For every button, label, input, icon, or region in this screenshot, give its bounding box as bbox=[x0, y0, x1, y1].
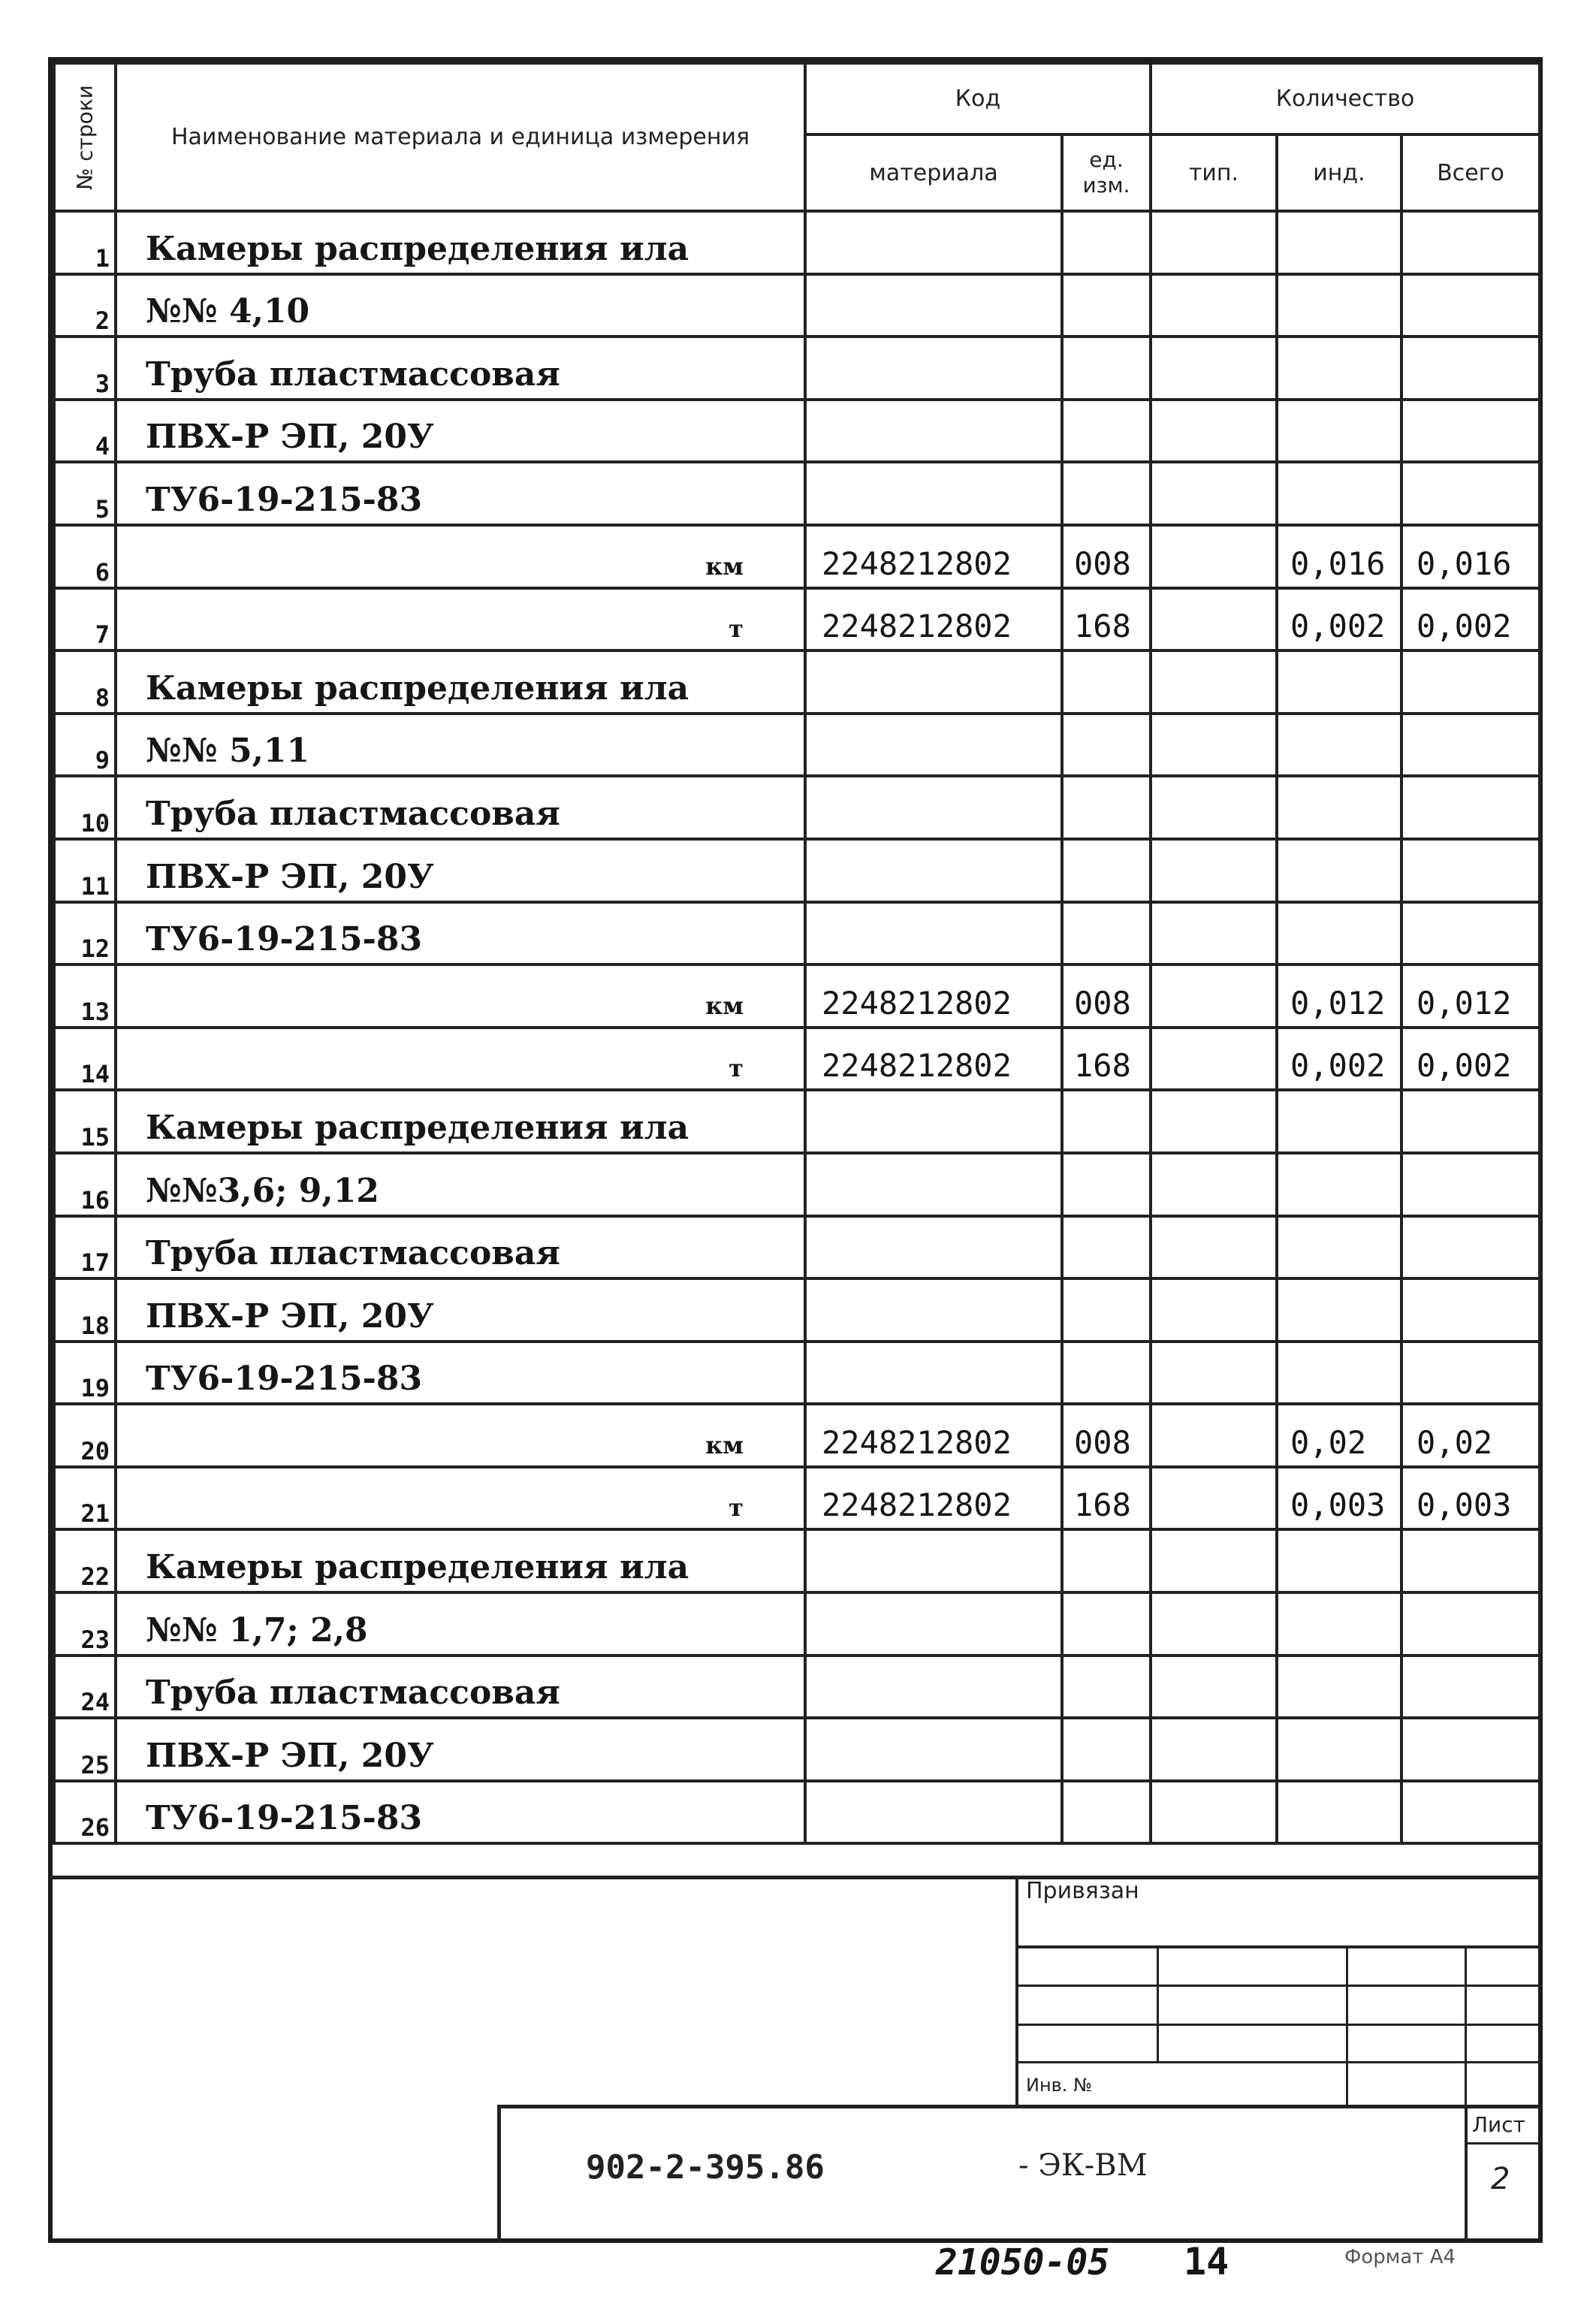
total-quantity bbox=[1401, 1342, 1540, 1405]
individual-quantity: 0,02 bbox=[1277, 1404, 1401, 1467]
individual-quantity bbox=[1277, 1090, 1401, 1153]
material-name bbox=[116, 274, 805, 337]
unit-code bbox=[1062, 1529, 1151, 1592]
unit-code: 168 bbox=[1062, 1467, 1151, 1530]
row-number: 14 bbox=[54, 1028, 116, 1091]
unit-of-measure: км bbox=[705, 991, 744, 1020]
linked-box-left bbox=[1015, 1876, 1018, 2105]
total-quantity bbox=[1401, 1656, 1540, 1719]
table-row bbox=[54, 902, 1540, 965]
material-code bbox=[805, 1216, 1062, 1279]
individual-quantity bbox=[1277, 902, 1401, 965]
unit-code: 168 bbox=[1062, 1028, 1151, 1091]
individual-quantity bbox=[1277, 650, 1401, 714]
unit-code bbox=[1062, 1656, 1151, 1719]
total-quantity: 0,012 bbox=[1401, 964, 1540, 1028]
table-row bbox=[54, 776, 1540, 839]
row-number: 21 bbox=[54, 1467, 116, 1530]
material-code: 2248212802 bbox=[805, 525, 1062, 588]
total-quantity bbox=[1401, 1216, 1540, 1279]
typical-quantity bbox=[1151, 902, 1277, 965]
total-quantity: 0,02 bbox=[1401, 1404, 1540, 1467]
row-number: 25 bbox=[54, 1718, 116, 1781]
total-quantity bbox=[1401, 1592, 1540, 1656]
row-number: 23 bbox=[54, 1592, 116, 1656]
total-quantity bbox=[1401, 776, 1540, 839]
unit-code bbox=[1062, 1153, 1151, 1216]
table-row bbox=[54, 839, 1540, 902]
material-name-text: №№3,6; 9,12 bbox=[146, 1171, 379, 1210]
unit-of-measure: т bbox=[729, 1493, 744, 1523]
typical-quantity bbox=[1151, 1718, 1277, 1781]
material-code: 2248212802 bbox=[805, 588, 1062, 651]
table-row bbox=[54, 1090, 1540, 1153]
total-quantity bbox=[1401, 1278, 1540, 1342]
material-code bbox=[805, 274, 1062, 337]
material-name bbox=[116, 650, 805, 714]
material-name bbox=[116, 1216, 805, 1279]
table-row bbox=[54, 1656, 1540, 1719]
individual-quantity bbox=[1277, 274, 1401, 337]
table-row bbox=[54, 714, 1540, 777]
material-name bbox=[116, 337, 805, 400]
table-row bbox=[54, 525, 1540, 588]
header-unit-code: ед. изм. bbox=[1062, 134, 1151, 211]
material-name-text: ПВХ-Р ЭП, 20У bbox=[146, 418, 434, 457]
row-number: 22 bbox=[54, 1529, 116, 1592]
table-row bbox=[54, 1467, 1540, 1530]
material-name-text: ТУ6-19-215-83 bbox=[146, 1360, 423, 1399]
table-row bbox=[54, 1216, 1540, 1279]
linked-line-2 bbox=[1015, 1985, 1543, 1987]
material-code bbox=[805, 1656, 1062, 1719]
typical-quantity bbox=[1151, 211, 1277, 274]
header-total: Всего bbox=[1401, 134, 1540, 211]
material-name-text: Камеры распределения ила bbox=[146, 669, 689, 708]
linked-vline-3 bbox=[1465, 1947, 1467, 2105]
row-number: 3 bbox=[54, 337, 116, 400]
material-name bbox=[116, 1467, 805, 1530]
typical-quantity bbox=[1151, 650, 1277, 714]
material-name-text: №№ 4,10 bbox=[146, 292, 310, 331]
material-code bbox=[805, 1718, 1062, 1781]
total-quantity bbox=[1401, 1781, 1540, 1844]
individual-quantity bbox=[1277, 1278, 1401, 1342]
typical-quantity bbox=[1151, 1278, 1277, 1342]
table-row bbox=[54, 274, 1540, 337]
table-row bbox=[54, 400, 1540, 463]
total-quantity: 0,002 bbox=[1401, 1028, 1540, 1091]
individual-quantity: 0,002 bbox=[1277, 1028, 1401, 1091]
total-quantity: 0,016 bbox=[1401, 525, 1540, 588]
material-code: 2248212802 bbox=[805, 1467, 1062, 1530]
typical-quantity bbox=[1151, 839, 1277, 902]
typical-quantity bbox=[1151, 1153, 1277, 1216]
row-number: 2 bbox=[54, 274, 116, 337]
unit-code: 168 bbox=[1062, 588, 1151, 651]
individual-quantity bbox=[1277, 1656, 1401, 1719]
row-number: 9 bbox=[54, 714, 116, 777]
typical-quantity bbox=[1151, 462, 1277, 525]
row-number: 4 bbox=[54, 400, 116, 463]
typical-quantity bbox=[1151, 964, 1277, 1028]
typical-quantity bbox=[1151, 274, 1277, 337]
individual-quantity: 0,016 bbox=[1277, 525, 1401, 588]
total-quantity bbox=[1401, 1529, 1540, 1592]
typical-quantity bbox=[1151, 1592, 1277, 1656]
row-number: 16 bbox=[54, 1153, 116, 1216]
total-quantity bbox=[1401, 1090, 1540, 1153]
header-row-number: № строки bbox=[54, 63, 116, 211]
table-row bbox=[54, 337, 1540, 400]
document-code: 902-2-395.86 bbox=[586, 2148, 825, 2187]
total-quantity: 0,002 bbox=[1401, 588, 1540, 651]
row-number: 18 bbox=[54, 1278, 116, 1342]
unit-code: 008 bbox=[1062, 1404, 1151, 1467]
paper-format: Формат А4 bbox=[1344, 2246, 1456, 2268]
material-name-text: ПВХ-Р ЭП, 20У bbox=[146, 1736, 434, 1775]
header-individual: инд. bbox=[1277, 134, 1401, 211]
material-code bbox=[805, 1529, 1062, 1592]
individual-quantity bbox=[1277, 400, 1401, 463]
typical-quantity bbox=[1151, 588, 1277, 651]
typical-quantity bbox=[1151, 1404, 1277, 1467]
individual-quantity bbox=[1277, 1342, 1401, 1405]
materials-table bbox=[53, 62, 1541, 1845]
individual-quantity: 0,002 bbox=[1277, 588, 1401, 651]
individual-quantity bbox=[1277, 1216, 1401, 1279]
stamp-box-top bbox=[499, 2105, 1543, 2108]
material-name-text: Камеры распределения ила bbox=[146, 1108, 689, 1147]
linked-vline-2 bbox=[1346, 1947, 1348, 2105]
material-name-text: Камеры распределения ила bbox=[146, 229, 689, 268]
total-quantity bbox=[1401, 274, 1540, 337]
typical-quantity bbox=[1151, 1781, 1277, 1844]
individual-quantity bbox=[1277, 211, 1401, 274]
header-code-group: Код bbox=[805, 63, 1151, 134]
linked-line-4 bbox=[1015, 2061, 1543, 2063]
material-name bbox=[116, 525, 805, 588]
material-name-text: Труба пластмассовая bbox=[146, 1234, 560, 1273]
material-name-text: Труба пластмассовая bbox=[146, 794, 560, 833]
unit-code bbox=[1062, 1781, 1151, 1844]
material-code: 2248212802 bbox=[805, 1404, 1062, 1467]
table-row bbox=[54, 1781, 1540, 1844]
typical-quantity bbox=[1151, 1529, 1277, 1592]
typical-quantity bbox=[1151, 1342, 1277, 1405]
typical-quantity bbox=[1151, 337, 1277, 400]
table-row bbox=[54, 1153, 1540, 1216]
individual-quantity bbox=[1277, 839, 1401, 902]
material-name-text: ПВХ-Р ЭП, 20У bbox=[146, 1296, 434, 1336]
total-quantity bbox=[1401, 714, 1540, 777]
total-quantity bbox=[1401, 650, 1540, 714]
linked-line-3 bbox=[1015, 2024, 1543, 2026]
table-row bbox=[54, 1404, 1540, 1467]
total-quantity bbox=[1401, 1718, 1540, 1781]
material-code: 2248212802 bbox=[805, 964, 1062, 1028]
material-name-text: Камеры распределения ила bbox=[146, 1548, 689, 1587]
table-row bbox=[54, 211, 1540, 274]
row-number: 5 bbox=[54, 462, 116, 525]
handwritten-mark: 14 bbox=[1184, 2240, 1229, 2283]
material-name bbox=[116, 1028, 805, 1091]
material-name bbox=[116, 902, 805, 965]
material-name bbox=[116, 1781, 805, 1844]
table-row bbox=[54, 1718, 1540, 1781]
material-code bbox=[805, 400, 1062, 463]
typical-quantity bbox=[1151, 1467, 1277, 1530]
unit-code bbox=[1062, 462, 1151, 525]
unit-code bbox=[1062, 1718, 1151, 1781]
row-number: 24 bbox=[54, 1656, 116, 1719]
material-name bbox=[116, 776, 805, 839]
material-code bbox=[805, 714, 1062, 777]
unit-code: 008 bbox=[1062, 964, 1151, 1028]
material-name-text: №№ 1,7; 2,8 bbox=[146, 1610, 368, 1650]
material-name bbox=[116, 1529, 805, 1592]
stamp-box-left bbox=[497, 2105, 501, 2243]
typical-quantity bbox=[1151, 400, 1277, 463]
unit-code bbox=[1062, 714, 1151, 777]
material-name bbox=[116, 1278, 805, 1342]
individual-quantity bbox=[1277, 714, 1401, 777]
individual-quantity bbox=[1277, 1153, 1401, 1216]
row-number: 26 bbox=[54, 1781, 116, 1844]
unit-code bbox=[1062, 400, 1151, 463]
material-name bbox=[116, 588, 805, 651]
material-code bbox=[805, 211, 1062, 274]
total-quantity: 0,003 bbox=[1401, 1467, 1540, 1530]
row-number: 12 bbox=[54, 902, 116, 965]
material-code bbox=[805, 1153, 1062, 1216]
total-quantity bbox=[1401, 211, 1540, 274]
material-code bbox=[805, 1781, 1062, 1844]
table-row bbox=[54, 1342, 1540, 1405]
individual-quantity bbox=[1277, 462, 1401, 525]
unit-code bbox=[1062, 1592, 1151, 1656]
header-quantity-group: Количество bbox=[1151, 63, 1540, 134]
material-name bbox=[116, 1592, 805, 1656]
table-row bbox=[54, 1529, 1540, 1592]
material-name-text: ТУ6-19-215-83 bbox=[146, 920, 423, 959]
material-code bbox=[805, 1342, 1062, 1405]
row-number: 11 bbox=[54, 839, 116, 902]
material-name bbox=[116, 964, 805, 1028]
unit-of-measure: км bbox=[705, 551, 744, 581]
material-code: 2248212802 bbox=[805, 1028, 1062, 1091]
individual-quantity bbox=[1277, 1592, 1401, 1656]
unit-code bbox=[1062, 211, 1151, 274]
unit-code bbox=[1062, 1090, 1151, 1153]
header-material-code: материала bbox=[805, 134, 1062, 211]
row-number: 6 bbox=[54, 525, 116, 588]
unit-code: 008 bbox=[1062, 525, 1151, 588]
row-number: 20 bbox=[54, 1404, 116, 1467]
unit-code bbox=[1062, 650, 1151, 714]
unit-code bbox=[1062, 839, 1151, 902]
table-row bbox=[54, 462, 1540, 525]
material-name-text: Труба пластмассовая bbox=[146, 1674, 560, 1713]
material-name bbox=[116, 1718, 805, 1781]
material-name-text: ТУ6-19-215-83 bbox=[146, 1799, 423, 1838]
row-number: 19 bbox=[54, 1342, 116, 1405]
material-name bbox=[116, 1656, 805, 1719]
material-code bbox=[805, 650, 1062, 714]
table-row bbox=[54, 650, 1540, 714]
unit-of-measure: т bbox=[729, 614, 744, 644]
material-name bbox=[116, 1342, 805, 1405]
linked-line-1 bbox=[1015, 1945, 1543, 1948]
table-row bbox=[54, 1028, 1540, 1091]
unit-code bbox=[1062, 274, 1151, 337]
header-typical: тип. bbox=[1151, 134, 1277, 211]
material-name bbox=[116, 400, 805, 463]
total-quantity bbox=[1401, 1153, 1540, 1216]
unit-of-measure: т bbox=[729, 1054, 744, 1083]
table-row bbox=[54, 588, 1540, 651]
typical-quantity bbox=[1151, 1216, 1277, 1279]
document-suffix: - ЭК-ВМ bbox=[1018, 2148, 1148, 2183]
archive-number: 21050-05 bbox=[936, 2241, 1110, 2283]
individual-quantity: 0,012 bbox=[1277, 964, 1401, 1028]
typical-quantity bbox=[1151, 1656, 1277, 1719]
row-number: 13 bbox=[54, 964, 116, 1028]
sheet-label: Лист bbox=[1472, 2112, 1525, 2137]
individual-quantity bbox=[1277, 337, 1401, 400]
row-number: 15 bbox=[54, 1090, 116, 1153]
total-quantity bbox=[1401, 337, 1540, 400]
unit-code bbox=[1062, 1216, 1151, 1279]
inventory-number-label: Инв. № bbox=[1026, 2075, 1093, 2096]
table-row bbox=[54, 1278, 1540, 1342]
header-material-name: Наименование материала и единица измерения bbox=[116, 63, 805, 211]
total-quantity bbox=[1401, 400, 1540, 463]
material-code bbox=[805, 902, 1062, 965]
material-name-text: ПВХ-Р ЭП, 20У bbox=[146, 857, 434, 896]
total-quantity bbox=[1401, 839, 1540, 902]
unit-code bbox=[1062, 776, 1151, 839]
typical-quantity bbox=[1151, 714, 1277, 777]
linked-label: Привязан bbox=[1026, 1878, 1139, 1904]
row-number: 10 bbox=[54, 776, 116, 839]
row-number: 7 bbox=[54, 588, 116, 651]
unit-of-measure: км bbox=[705, 1430, 744, 1459]
total-quantity bbox=[1401, 902, 1540, 965]
individual-quantity bbox=[1277, 776, 1401, 839]
total-quantity bbox=[1401, 462, 1540, 525]
material-code bbox=[805, 1592, 1062, 1656]
unit-code bbox=[1062, 1342, 1151, 1405]
unit-code bbox=[1062, 1278, 1151, 1342]
material-code bbox=[805, 337, 1062, 400]
individual-quantity: 0,003 bbox=[1277, 1467, 1401, 1530]
material-name bbox=[116, 714, 805, 777]
material-name bbox=[116, 462, 805, 525]
unit-code bbox=[1062, 902, 1151, 965]
table-row bbox=[54, 1592, 1540, 1656]
sheet-box-left bbox=[1465, 2105, 1468, 2243]
material-code bbox=[805, 839, 1062, 902]
material-code bbox=[805, 776, 1062, 839]
unit-code bbox=[1062, 337, 1151, 400]
material-name bbox=[116, 839, 805, 902]
row-number: 8 bbox=[54, 650, 116, 714]
material-name bbox=[116, 1090, 805, 1153]
row-number: 1 bbox=[54, 211, 116, 274]
typical-quantity bbox=[1151, 1090, 1277, 1153]
material-code bbox=[805, 1090, 1062, 1153]
linked-vline-1 bbox=[1157, 1947, 1159, 2063]
material-name bbox=[116, 1404, 805, 1467]
individual-quantity bbox=[1277, 1781, 1401, 1844]
material-name-text: №№ 5,11 bbox=[146, 732, 310, 771]
material-name-text: Труба пластмассовая bbox=[146, 355, 560, 394]
individual-quantity bbox=[1277, 1718, 1401, 1781]
material-name-text: ТУ6-19-215-83 bbox=[146, 480, 423, 519]
table-row bbox=[54, 964, 1540, 1028]
typical-quantity bbox=[1151, 525, 1277, 588]
material-name bbox=[116, 1153, 805, 1216]
typical-quantity bbox=[1151, 776, 1277, 839]
material-name bbox=[116, 211, 805, 274]
sheet-number: 2 bbox=[1491, 2162, 1510, 2196]
individual-quantity bbox=[1277, 1529, 1401, 1592]
sheet-box-mid bbox=[1465, 2142, 1543, 2145]
row-number: 17 bbox=[54, 1216, 116, 1279]
material-code bbox=[805, 1278, 1062, 1342]
material-code bbox=[805, 462, 1062, 525]
typical-quantity bbox=[1151, 1028, 1277, 1091]
title-block-divider bbox=[48, 1876, 1543, 1879]
